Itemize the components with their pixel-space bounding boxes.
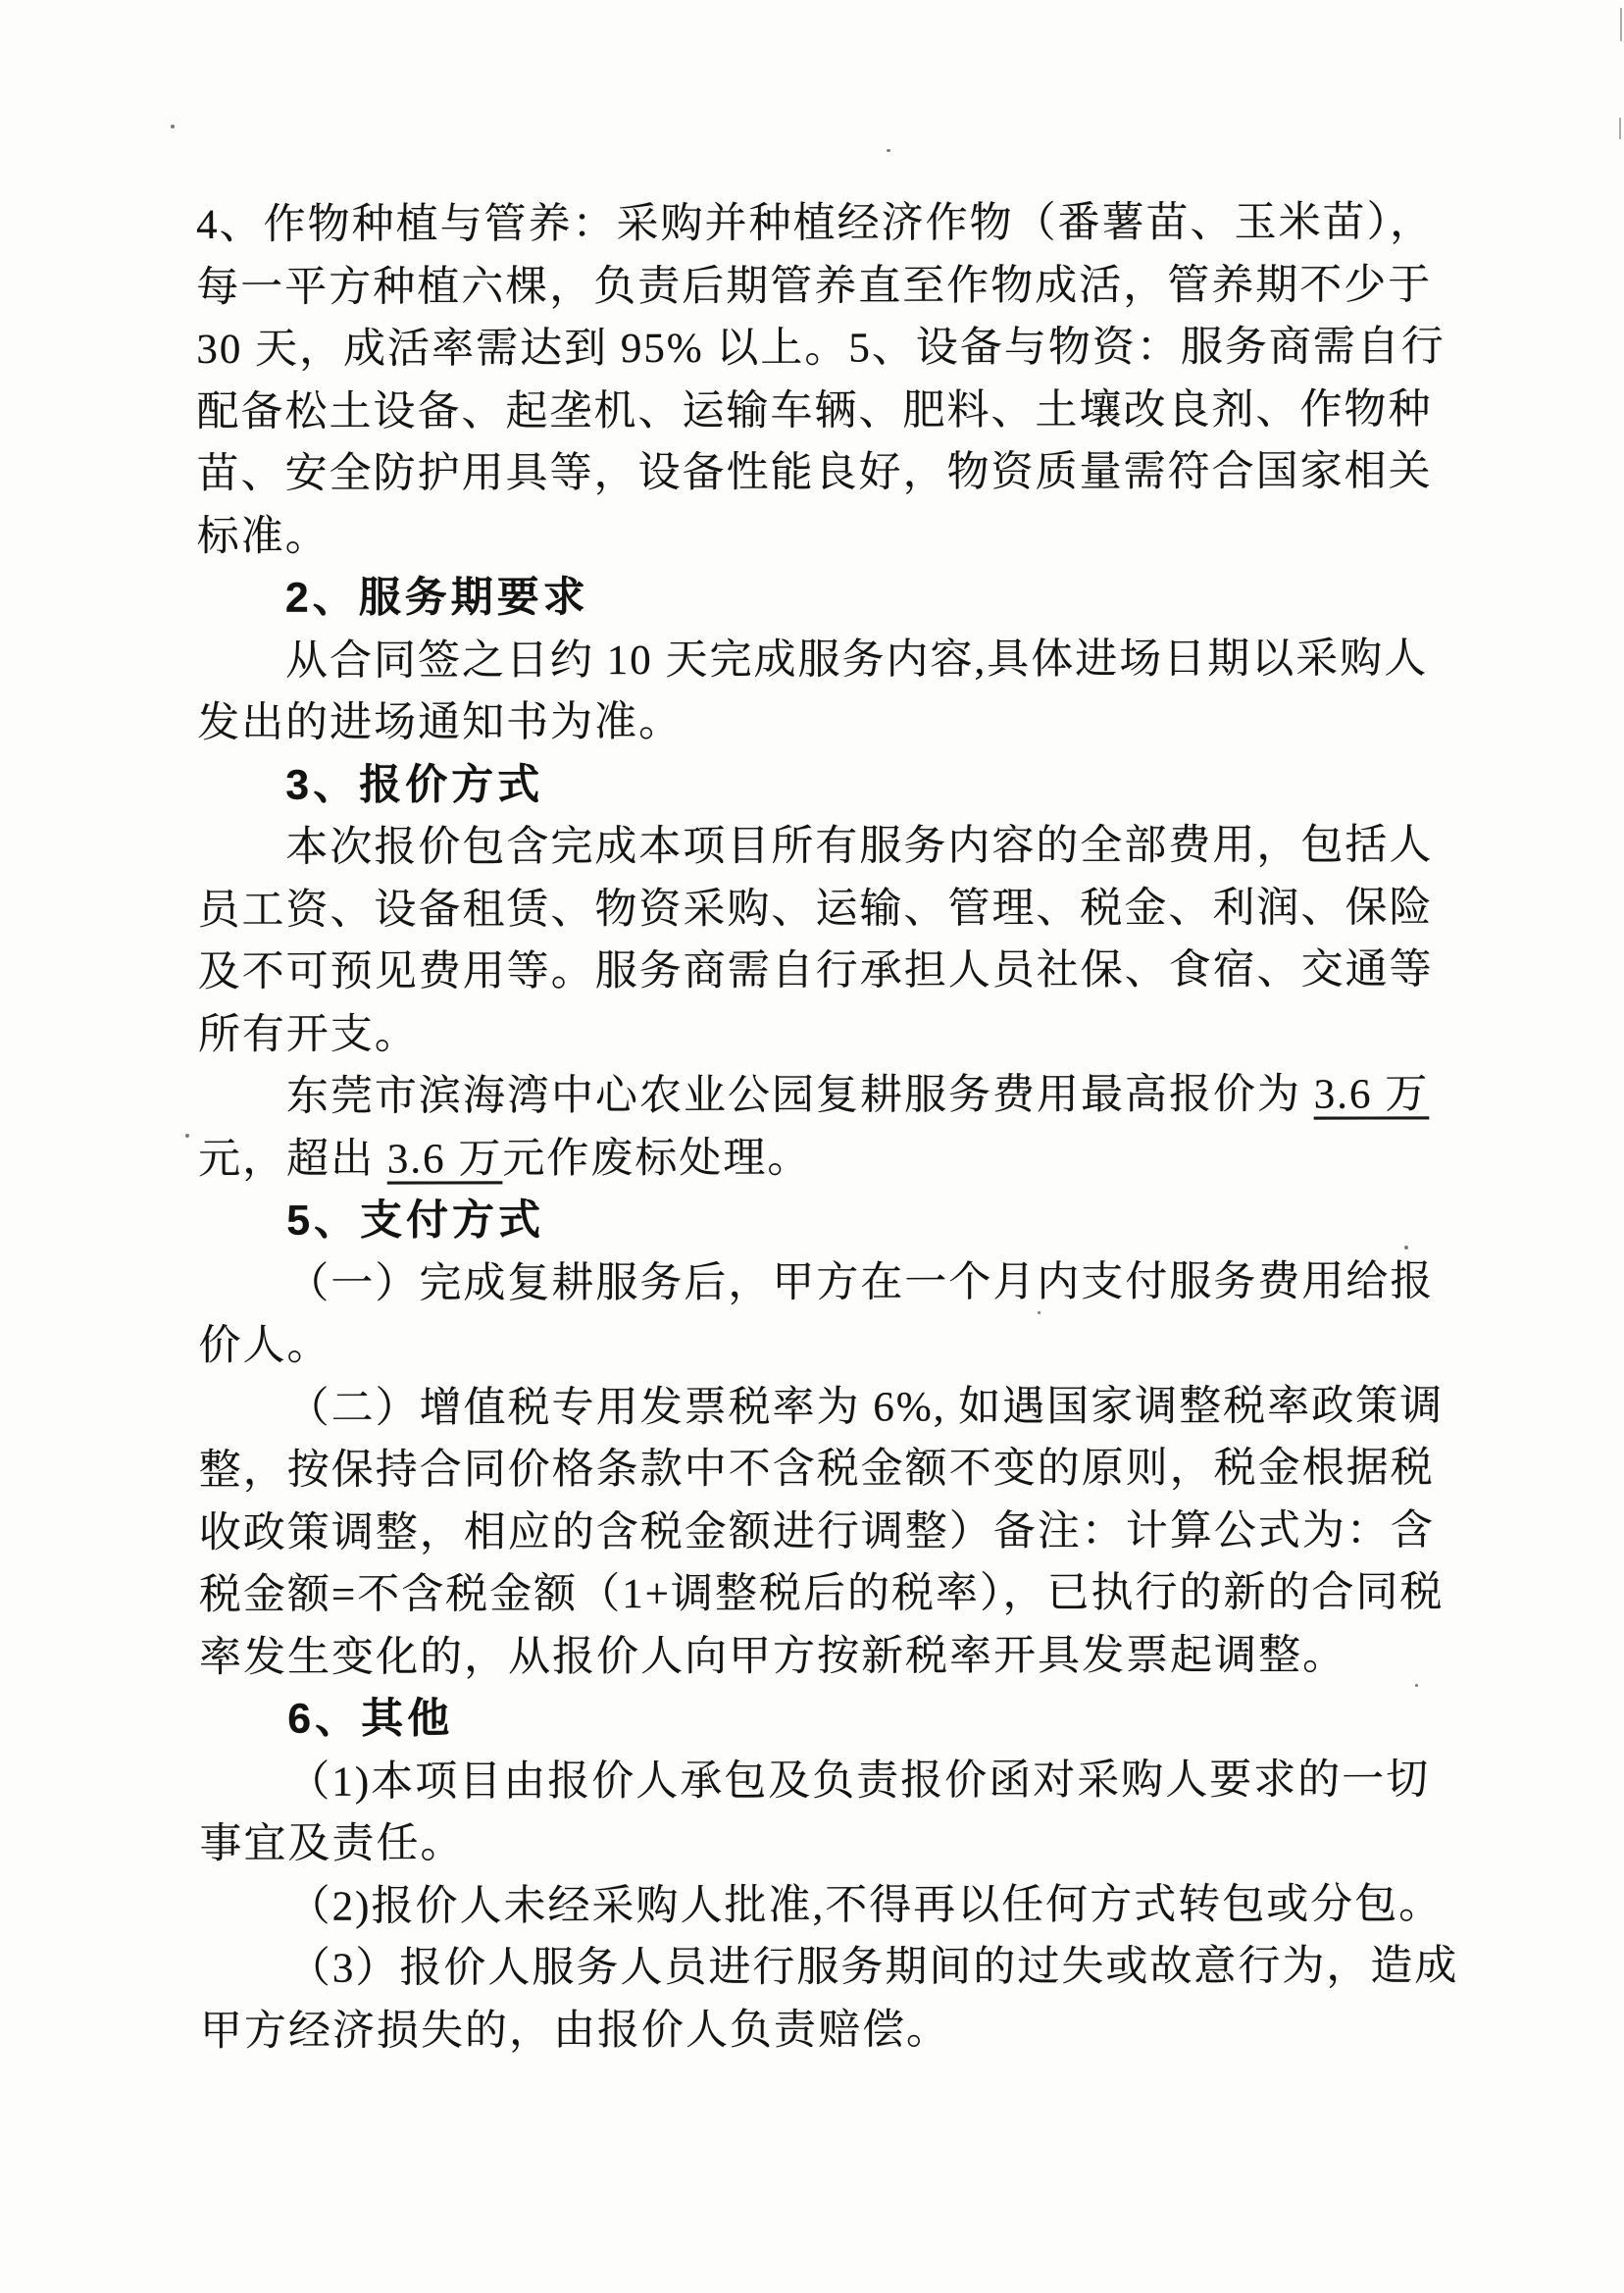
underlined-text: 3.6 万 (1313, 1071, 1430, 1118)
text-line (196, 254, 1442, 319)
text-line (197, 877, 1443, 942)
text-line (197, 628, 1443, 692)
text-run: 苗、安全防护用具等，设备性能良好，物资质量需符合国家相关 (196, 448, 1433, 497)
text-line (199, 1561, 1445, 1626)
section-heading (197, 752, 1443, 817)
text-line (199, 1500, 1445, 1564)
text-run: 发出的进场通知书为准。 (197, 698, 684, 746)
text-run: 员工资、设备租赁、物资采购、运输、管理、税金、利润、保险 (197, 884, 1434, 934)
text-run: 税金额=不含税金额（1+调整税后的税率），已执行的新的合同税 (198, 1569, 1445, 1618)
text-run: 事宜及责任。 (199, 1820, 465, 1867)
text-line (198, 1126, 1444, 1191)
text-run: 价人。 (198, 1322, 331, 1369)
text-run: （1)本项目由报价人承包及负责报价函对采购人要求的一切 (287, 1756, 1431, 1806)
underlined-text: 3.6 万 (386, 1135, 503, 1183)
text-line (196, 379, 1442, 443)
text-line (197, 814, 1443, 879)
text-run: 元，超出 (198, 1136, 387, 1183)
scan-edge-mark (1619, 118, 1621, 139)
text-run: 本次报价包含完成本项目所有服务内容的全部费用，包括人 (285, 822, 1434, 871)
text-line (196, 316, 1446, 381)
text-line (198, 939, 1444, 1003)
text-run: 甲方经济损失的，由报价人负责赔偿。 (199, 2006, 950, 2055)
text-line (199, 1810, 1445, 1875)
text-line (198, 1250, 1444, 1315)
text-line (198, 1001, 1444, 1066)
text-run: 整，按保持合同价格条款中不含税金额不变的原则，税金根据税 (198, 1445, 1435, 1494)
scan-speck (1404, 1246, 1408, 1249)
scan-speck (185, 1134, 189, 1138)
text-line (197, 503, 1443, 568)
text-line (198, 1063, 1444, 1128)
text-run: 率发生变化的，从报价人向甲方按新税率开具发票起调整。 (199, 1632, 1347, 1681)
text-run: （一）完成复耕服务后，甲方在一个月内支付服务费用给报 (286, 1257, 1435, 1307)
text-line (200, 1935, 1459, 2000)
text-line (199, 1624, 1445, 1689)
text-run: 所有开支。 (197, 1011, 419, 1058)
text-run: 收政策调整，相应的含税金额进行调整）备注：计算公式为：含 (198, 1506, 1435, 1556)
text-run: 每一平方种植六棵，负责后期管养直至作物成活，管养期不少于 (196, 261, 1433, 311)
text-run: 6、其他 (287, 1695, 454, 1743)
scan-speck (171, 125, 175, 128)
text-line (199, 1749, 1445, 1813)
text-run: 元作废标处理。 (502, 1135, 812, 1182)
scan-speck (1038, 1311, 1040, 1314)
scan-speck (887, 149, 890, 152)
section-heading (198, 1188, 1444, 1252)
text-run: 5、支付方式 (286, 1197, 545, 1245)
text-line (200, 1998, 1446, 2063)
text-run: 配备松土设备、起垄机、运输车辆、肥料、土壤改良剂、作物种 (196, 385, 1433, 435)
text-run: （2)报价人未经采购人批准,不得再以任何方式转包或分包。 (287, 1880, 1444, 1930)
text-run: 3、报价方式 (285, 760, 544, 809)
text-run: 从合同签之日约 10 天完成服务内容,具体进场日期以采购人 (284, 635, 1429, 685)
text-run: 30 天，成活率需达到 95% 以上。5、设备与物资：服务商需自行 (196, 324, 1446, 373)
text-run: 标准。 (196, 513, 330, 560)
document-text (196, 191, 1459, 2063)
text-line (196, 191, 1442, 256)
text-run: 东莞市滨海湾中心农业公园复耕服务费用最高报价为 (285, 1071, 1314, 1120)
text-line (198, 1312, 1444, 1377)
text-run: （二）增值税专用发票税率为 6%, 如遇国家调整税率政策调 (286, 1382, 1445, 1432)
text-line (197, 440, 1443, 505)
text-run: 4、作物种植与管养：采购并种植经济作物（番薯苗、玉米苗）， (196, 199, 1435, 248)
section-heading (197, 565, 1443, 630)
text-line (197, 689, 1443, 754)
text-line (199, 1375, 1445, 1440)
text-line (199, 1437, 1445, 1502)
text-run: 及不可预见费用等。服务商需自行承担人员社保、食宿、交通等 (197, 946, 1434, 995)
scan-edge-mark (1620, 8, 1622, 41)
text-run: 2、服务期要求 (284, 574, 589, 622)
text-run: （3）报价人服务人员进行服务期间的过失或故意行为，造成 (287, 1943, 1459, 1992)
text-line (200, 1873, 1446, 1938)
scan-speck (1415, 1684, 1418, 1687)
section-heading (199, 1686, 1445, 1751)
